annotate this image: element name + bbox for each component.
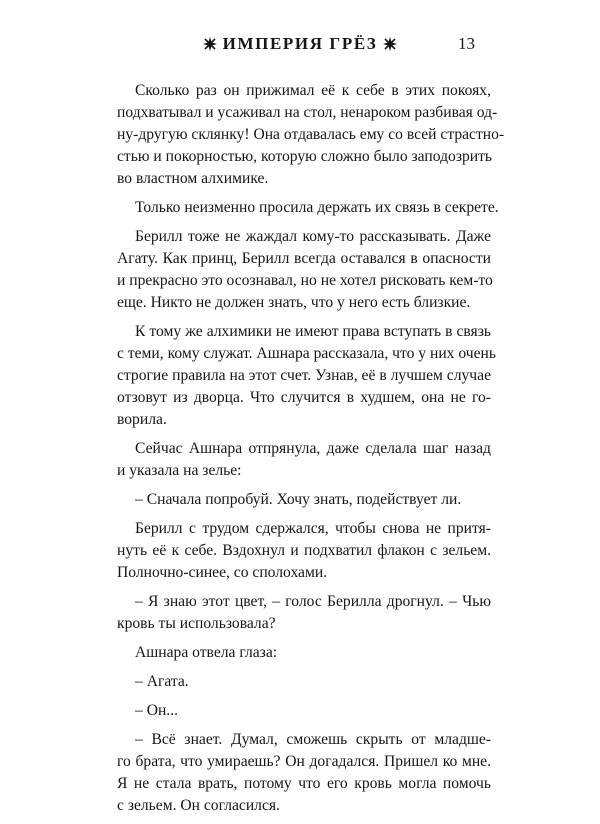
text-line: – Он...: [135, 702, 178, 719]
text-line: нуть её к себе. Вздохнул и подхватил флакон с зельем.: [117, 542, 491, 559]
paragraph: [117, 700, 491, 722]
text-line: – Сначала попробуй. Хочу знать, подействует ли.: [135, 491, 462, 508]
paragraph: [117, 671, 491, 693]
text-line: Берилл тоже не жаждал кому-то рассказывать. Даже: [135, 228, 491, 245]
running-header: [0, 34, 600, 56]
paragraph: [117, 197, 499, 219]
text-line: Я не стала врать, потому что его кровь могла помочь: [117, 775, 491, 792]
paragraph: [117, 591, 491, 635]
text-line: Только неизменно просила держать их связь в секрете.: [135, 199, 499, 216]
text-line: строгие правила на этот счет. Узнав, её в лучшем случае: [117, 367, 491, 384]
text-line: – Я знаю этот цвет, – голос Берилла дрогнул. – Чью: [135, 593, 491, 610]
text-line: Агату. Как принц, Берилл всегда оставался в опасности: [117, 250, 491, 267]
text-line: Сколько раз он прижимал её к себе в этих покоях,: [135, 82, 491, 99]
text-line: – Всё знает. Думал, сможешь скрыть от младше-: [135, 731, 491, 748]
paragraph: [117, 226, 491, 314]
text-line: еще. Никто не должен знать, что у него есть близкие.: [117, 294, 471, 311]
page-number: 13: [458, 34, 475, 53]
text-line: во властном алхимике.: [117, 170, 269, 187]
text-line: Ашнара отвела глаза:: [135, 644, 278, 661]
text-line: К тому же алхимики не имеют права вступать в связь: [135, 323, 491, 340]
text-line: кровь ты использовала?: [117, 615, 276, 632]
ornament-icon: [203, 37, 217, 51]
text-line: стью и покорностью, которую сложно было заподозрить: [117, 148, 493, 165]
text-line: – Агата.: [135, 673, 189, 690]
paragraph: [117, 642, 491, 664]
paragraph: [117, 438, 491, 482]
paragraph: [117, 518, 491, 584]
paragraph: [117, 729, 491, 817]
text-line: с теми, кому служат. Ашнара рассказала, что у них очень: [117, 345, 496, 362]
text-line: ну-другую склянку! Она отдавалась ему со всей страстно-: [117, 126, 505, 143]
text-line: ворила.: [117, 411, 167, 428]
paragraph: [117, 80, 505, 190]
body-text: [117, 80, 505, 824]
running-title: [0, 34, 600, 54]
paragraph: [117, 489, 491, 511]
paragraph: [117, 321, 496, 431]
text-line: Берилл с трудом сдержался, чтобы снова не притя-: [135, 520, 491, 537]
text-line: Полночно-синее, со сполохами.: [117, 564, 328, 581]
text-line: с зельем. Он согласился.: [117, 797, 280, 814]
text-line: и указала на зелье:: [117, 462, 242, 479]
book-title: ИМПЕРИЯ ГРЁЗ: [222, 34, 378, 53]
text-line: и прекрасно это осознавал, но не хотел рисковать кем-то: [117, 272, 493, 289]
text-line: отзовут из дворца. Что случится в худшем, она не го-: [117, 389, 491, 406]
text-line: Сейчас Ашнара отпрянула, даже сделала шаг назад: [135, 440, 491, 457]
text-line: го брата, что умираешь? Он догадался. Пришел ко мне.: [117, 753, 491, 770]
ornament-icon: [383, 37, 397, 51]
text-line: подхватывал и усаживал на стол, ненароком разбивая од-: [117, 104, 498, 121]
